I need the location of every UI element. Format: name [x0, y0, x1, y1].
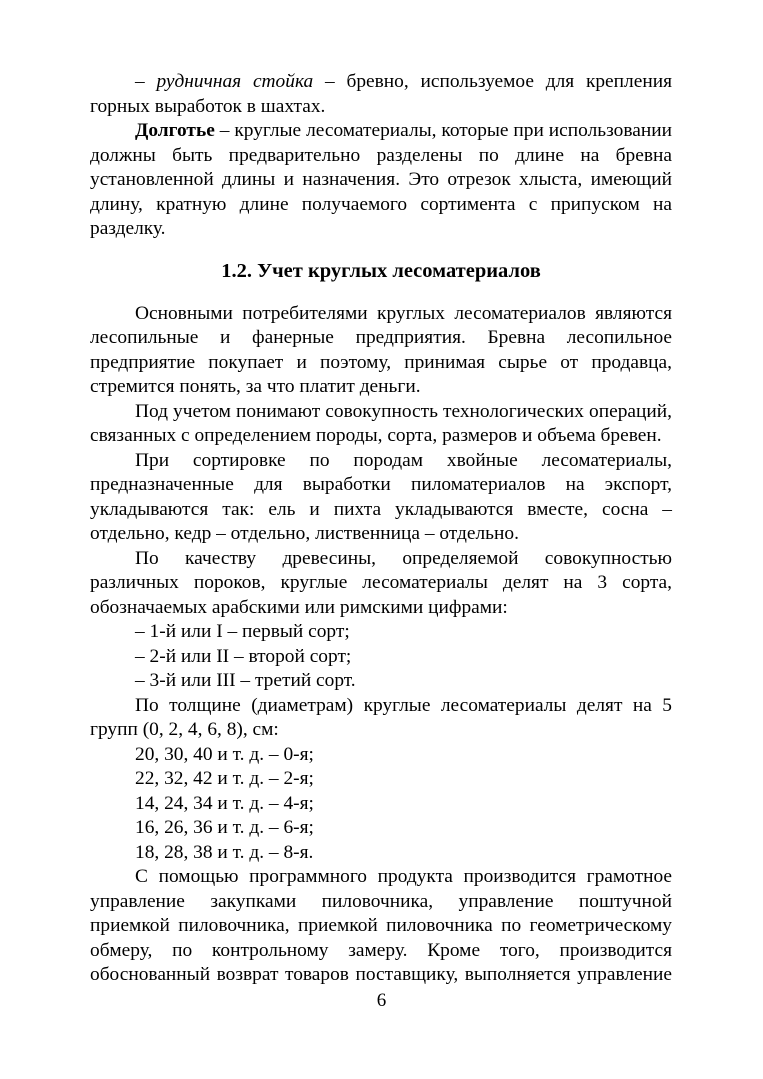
- list-item: 14, 24, 34 и т. д. – 4-я;: [135, 792, 314, 814]
- list-item: 22, 32, 42 и т. д. – 2-я;: [135, 768, 314, 789]
- list-item: – 2-й или II – второй сорт;: [135, 645, 352, 667]
- term-rudnichnaya: – рудничная стойка: [135, 71, 314, 92]
- term-dolgotye: Долготье: [135, 120, 215, 141]
- list-item: – 1-й или I – первый сорт;: [135, 621, 350, 642]
- page-number: 6: [376, 990, 387, 1011]
- paragraph-3: При сортировке по породам хвойные лесоматериалы, предназначенные для выработки пиломатериалов на экспорт, укладываются так: ель и пихта укладываются вместе, сосна – отдельно, кедр – отдельно, лиственница – отдельно.: [90, 449, 672, 544]
- list-item: – 3-й или III – третий сорт.: [135, 670, 356, 691]
- list-item: 20, 30, 40 и т. д. – 0-я;: [135, 743, 314, 765]
- grades-list: [90, 620, 672, 694]
- list-item: 18, 28, 38 и т. д. – 8-я.: [135, 841, 314, 863]
- list-item: 16, 26, 36 и т. д. – 6-я;: [135, 817, 314, 838]
- paragraph-4: По качеству древесины, определяемой совокупностью различных пороков, круглые лесоматериалы делят на 3 сорта, обозначаемых арабскими или римскими цифрами:: [90, 547, 672, 618]
- definition-rudnichnaya: – бревно, используемое для крепления горных выработок в шахтах.: [90, 71, 672, 117]
- paragraph-dolgotye: [90, 119, 672, 242]
- definition-dolgotye: – круглые лесоматериалы, которые при использовании должны быть предварительно разделены по длине на бревна установленной длины и назначения. Это отрезок хлыста, имеющий длину, кратную длине получаемого сортимента с припуском на разделку.: [90, 120, 672, 239]
- paragraph-1: Основными потребителями круглых лесоматериалов являются лесопильные и фанерные предприятия. Бревна лесопильное предприятие покупает и поэтому, принимая сырье от продавца, стремится понять, за что платит деньги.: [90, 302, 672, 397]
- page-body: [90, 70, 672, 988]
- section-title: 1.2. Учет круглых лесоматериалов: [221, 259, 541, 282]
- paragraph-rudnichnaya: [90, 70, 672, 119]
- paragraph-5: По толщине (диаметрам) круглые лесоматериалы делят на 5 групп (0, 2, 4, 6, 8), см:: [90, 694, 672, 740]
- paragraph-6: С помощью программного продукта производится грамотное управление закупками пиловочника, управление поштучной приемкой пиловочника, приемкой пиловочника по геометрическому обмеру, по контрольному замеру. Кроме того, производится обоснованный возврат товаров поставщику, выполняется управление: [90, 866, 672, 985]
- groups-list: [90, 743, 672, 866]
- paragraph-2: Под учетом понимают совокупность технологических операций, связанных с определением породы, сорта, размеров и объема бревен.: [90, 400, 672, 446]
